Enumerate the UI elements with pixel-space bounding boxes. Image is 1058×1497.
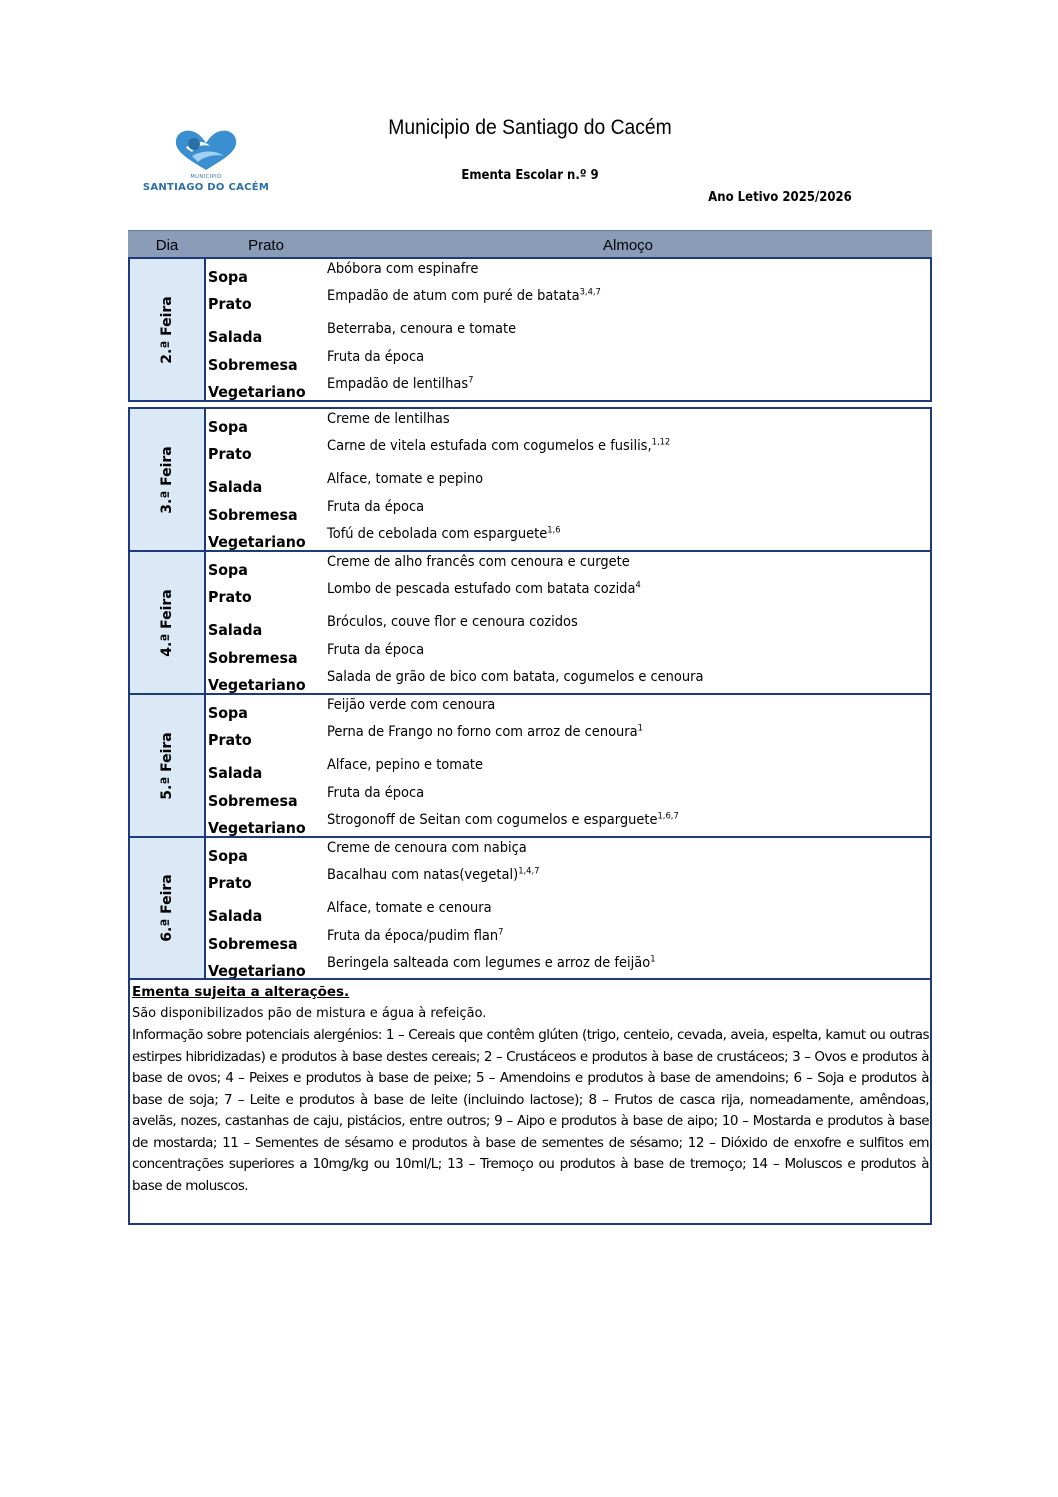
allergen-superscript: 1,4,7 xyxy=(518,866,540,877)
day-label: 6.ª Feira xyxy=(159,874,175,942)
day-block xyxy=(128,693,932,838)
allergen-superscript: 7 xyxy=(498,927,504,938)
menu-dish xyxy=(327,724,643,740)
menu-row xyxy=(206,347,930,375)
municipality-logo xyxy=(140,126,272,200)
dish-text: Creme de alho francês com cenoura e curgete xyxy=(327,554,630,570)
menu-category: Sopa xyxy=(208,418,248,436)
menu-row xyxy=(206,469,930,497)
menu-row xyxy=(206,640,930,668)
menu-dish xyxy=(327,900,492,916)
menu-row xyxy=(206,409,930,437)
menu-dish xyxy=(327,349,424,365)
menu-dish xyxy=(327,321,516,337)
column-dia: Dia xyxy=(155,237,179,254)
menu-dish xyxy=(327,581,641,597)
menu-dish xyxy=(327,471,483,487)
table-header xyxy=(128,230,932,258)
menu-dish xyxy=(327,757,483,773)
notes-bread-water: São disponibilizados pão de mistura e água à refeição. xyxy=(132,1005,487,1021)
menu-dish xyxy=(327,499,424,515)
dish-text: Fruta da época xyxy=(327,785,425,801)
menu-dish xyxy=(327,642,424,658)
menu-category: Sobremesa xyxy=(208,356,298,374)
dish-text: Alface, tomate e pepino xyxy=(327,471,484,487)
menu-category: Sopa xyxy=(208,847,248,865)
logo-small-text: MUNICIPIO xyxy=(190,174,222,180)
menu-dish xyxy=(327,928,504,944)
dish-text: Fruta da época xyxy=(327,349,425,365)
menu-dish xyxy=(327,288,601,304)
menu-row xyxy=(206,810,930,838)
menu-category: Vegetariano xyxy=(208,962,306,980)
logo-big-text: SANTIAGO DO CACÉM xyxy=(142,182,270,193)
dish-text: Beringela salteada com legumes e arroz de feijão xyxy=(327,955,651,971)
menu-category: Sobremesa xyxy=(208,506,298,524)
menu-dish xyxy=(327,376,473,392)
dish-text: Bróculos, couve flor e cenoura cozidos xyxy=(327,614,578,630)
allergen-info: Informação sobre potenciais alergénios: 1 – Cereais que contêm glúten (trigo, centeio, cevada, aveia, espelta, kamut ou outras estirpes hibridizadas) e produtos à base destes cereais; 2 – Crustáceos e produtos à base de crustáceos; 3 – Ovos e produtos à base de ovos; 4 – Peixes e produtos à base de peixe; 5 – Amendoins e produtos à base de amendoins; 6 – Soja e produtos à base de soja; 7 – Leite e produtos à base de leite (incluindo lactose); 8 – Frutos de casca rija, nomeadamente, amêndoas, avelãs, nozes, castanhas de caju, pistácios, entre outros; 9 – Aipo e produtos à base de aipo; 10 – Mostarda e produtos à base de mostarda; 11 – Sementes de sésamo e produtos à base de sementes de sésamo; 12 – Dióxido de enxofre e sulfitos em concentrações superiores a 10mg/kg ou 10ml/L; 13 – Tremoço ou produtos à base de tremoço; 14 – Moluscos e produtos à base de moluscos. xyxy=(132,1027,929,1194)
allergen-superscript: 1,6 xyxy=(547,525,561,536)
menu-dish xyxy=(327,785,424,801)
menu-row xyxy=(206,667,930,695)
menu-dish xyxy=(327,554,630,570)
menu-category: Salada xyxy=(208,764,263,782)
menu-row xyxy=(206,865,930,893)
menu-row xyxy=(206,926,930,954)
menu-row xyxy=(206,898,930,926)
heart-logo-icon xyxy=(170,126,242,174)
menu-row xyxy=(206,436,930,464)
dish-text: Fruta da época xyxy=(327,642,425,658)
menu-row xyxy=(206,497,930,525)
menu-row xyxy=(206,524,930,552)
day-block xyxy=(128,257,932,402)
day-label: 5.ª Feira xyxy=(159,731,175,800)
menu-category: Prato xyxy=(208,731,252,749)
menu-dish xyxy=(327,955,656,971)
dish-text: Creme de cenoura com nabiça xyxy=(327,840,527,856)
day-cell xyxy=(130,695,206,836)
dish-text: Strogonoff de Seitan com cogumelos e esparguete xyxy=(327,812,658,828)
dish-text: Fruta da época xyxy=(327,499,425,515)
menu-category: Vegetariano xyxy=(208,383,306,401)
allergen-superscript: 1 xyxy=(650,954,656,965)
menu-dish xyxy=(327,261,478,277)
allergen-superscript: 1,6,7 xyxy=(657,811,679,822)
school-year: Ano Letivo 2025/2026 xyxy=(708,190,852,205)
day-cell xyxy=(130,552,206,693)
menu-row xyxy=(206,286,930,314)
day-label: 2.ª Feira xyxy=(159,295,175,364)
menu-category: Sobremesa xyxy=(208,935,298,953)
menu-row xyxy=(206,319,930,347)
menu-category: Prato xyxy=(208,588,252,606)
menu-category: Salada xyxy=(208,621,263,639)
dish-text: Abóbora com espinafre xyxy=(327,261,479,277)
dish-text: Carne de vitela estufada com cogumelos e fusilis, xyxy=(327,438,652,454)
menu-category: Prato xyxy=(208,445,252,463)
dish-text: Feijão verde com cenoura xyxy=(327,697,496,713)
day-cell xyxy=(130,838,206,978)
menu-row xyxy=(206,552,930,580)
menu-category: Sopa xyxy=(208,704,248,722)
menu-category: Vegetariano xyxy=(208,819,306,837)
menu-row xyxy=(206,953,930,981)
menu-dish xyxy=(327,697,495,713)
menu-category: Sopa xyxy=(208,268,248,286)
menu-dish xyxy=(327,867,539,883)
day-cell xyxy=(130,259,206,400)
day-block xyxy=(128,407,932,552)
menu-category: Sobremesa xyxy=(208,792,298,810)
menu-dish xyxy=(327,840,527,856)
dish-text: Beterraba, cenoura e tomate xyxy=(327,321,517,337)
menu-category: Salada xyxy=(208,328,263,346)
menu-category: Sopa xyxy=(208,561,248,579)
menu-row xyxy=(206,755,930,783)
allergen-superscript: 7 xyxy=(468,375,474,386)
allergen-superscript: 1 xyxy=(637,723,643,734)
column-almoco: Almoço xyxy=(602,237,654,254)
menu-category: Salada xyxy=(208,907,263,925)
menu-row xyxy=(206,259,930,287)
menu-number: Ementa Escolar n.º 9 xyxy=(461,168,599,183)
menu-category: Prato xyxy=(208,874,252,892)
dish-text: Empadão de lentilhas xyxy=(327,376,469,392)
dish-text: Fruta da época/pudim flan xyxy=(327,928,499,944)
allergen-superscript: 4 xyxy=(635,580,641,591)
menu-dish xyxy=(327,526,561,542)
dish-text: Empadão de atum com puré de batata xyxy=(327,288,580,304)
menu-dish xyxy=(327,614,578,630)
dish-text: Alface, tomate e cenoura xyxy=(327,900,492,916)
dish-text: Bacalhau com natas(vegetal) xyxy=(327,867,519,883)
notes-box xyxy=(128,978,932,1225)
menu-dish xyxy=(327,669,703,685)
menu-category: Sobremesa xyxy=(208,649,298,667)
day-cell xyxy=(130,409,206,550)
menu-row xyxy=(206,722,930,750)
menu-row xyxy=(206,374,930,402)
dish-text: Tofú de cebolada com esparguete xyxy=(327,526,548,542)
menu-dish xyxy=(327,438,670,454)
menu-category: Salada xyxy=(208,478,263,496)
dish-text: Alface, pepino e tomate xyxy=(327,757,484,773)
menu-row xyxy=(206,838,930,866)
page-title: Municipio de Santiago do Cacém xyxy=(388,116,672,139)
dish-text: Lombo de pescada estufado com batata cozida xyxy=(327,581,636,597)
menu-row xyxy=(206,612,930,640)
day-label: 3.ª Feira xyxy=(159,445,175,514)
dish-text: Perna de Frango no forno com arroz de cenoura xyxy=(327,724,638,740)
menu-row xyxy=(206,579,930,607)
allergen-superscript: 3,4,7 xyxy=(579,287,601,298)
menu-dish xyxy=(327,812,679,828)
menu-category: Prato xyxy=(208,295,252,313)
allergen-superscript: 1,12 xyxy=(651,437,671,448)
menu-row xyxy=(206,783,930,811)
menu-category: Vegetariano xyxy=(208,533,306,551)
column-prato: Prato xyxy=(248,237,284,254)
menu-dish xyxy=(327,411,450,427)
day-block xyxy=(128,836,932,980)
notes-title: Ementa sujeita a alterações. xyxy=(132,984,350,1000)
menu-row xyxy=(206,695,930,723)
menu-category: Vegetariano xyxy=(208,676,306,694)
dish-text: Salada de grão de bico com batata, cogumelos e cenoura xyxy=(327,669,704,685)
day-label: 4.ª Feira xyxy=(159,588,175,657)
dish-text: Creme de lentilhas xyxy=(327,411,450,427)
day-block xyxy=(128,550,932,695)
